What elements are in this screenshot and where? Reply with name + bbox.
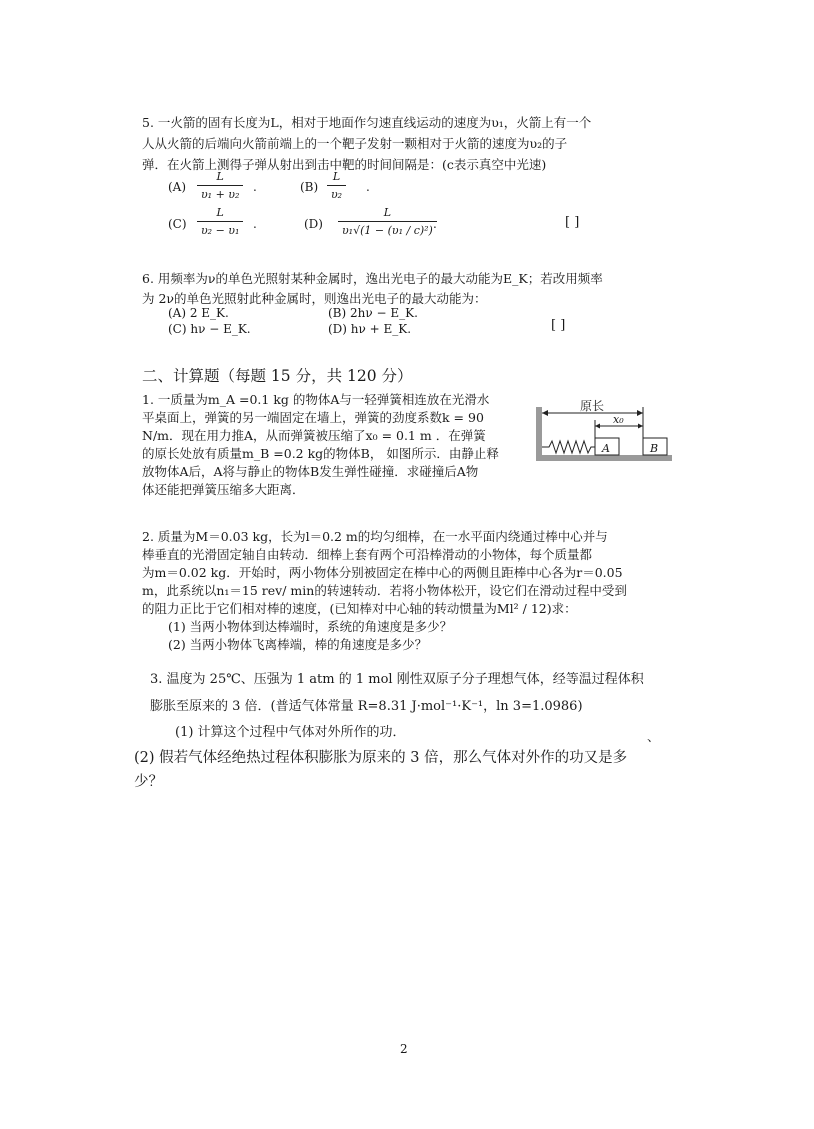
- c1-line-5: 放物体A后，A将与静止的物体B发生弹性碰撞．求碰撞后A物: [142, 464, 479, 479]
- q5-option-b-numerator: L: [332, 170, 341, 183]
- q5-option-d-dot: .: [433, 217, 437, 231]
- c2-line-5: 的阻力正比于它们相对棒的速度，(已知棒对中心轴的转动惯量为Ml² / 12)求：: [142, 601, 577, 616]
- c1-line-3: N/m．现在用力推A，从而弹簧被压缩了x₀ = 0.1 m ．在弹簧: [142, 428, 486, 443]
- q5-option-a-label: (A): [168, 180, 187, 194]
- q5-option-b-dot: .: [366, 180, 370, 194]
- q6-line-2: 为 2ν的单色光照射此种金属时，则逸出光电子的最大动能为：: [142, 291, 487, 306]
- floor: [536, 455, 672, 461]
- q5-line-3: 弹．在火箭上测得子弹从射出到击中靶的时间间隔是：(c表示真空中光速): [142, 157, 547, 172]
- q5-option-d-numerator: L: [383, 206, 392, 219]
- q5-option-c-dot: .: [253, 217, 257, 231]
- q6-answer-bracket: [ ]: [551, 318, 566, 333]
- q6-option-a: (A) 2 E_K.: [168, 306, 229, 320]
- q5-option-d-label: (D): [304, 217, 323, 231]
- c3-sub-2-line-1: (2) 假若气体经绝热过程体积膨胀为原来的 3 倍，那么气体对外作的功又是多: [134, 750, 628, 766]
- q5-option-b-denominator: υ₂: [331, 188, 343, 201]
- c1-line-6: 体还能把弹簧压缩多大距离．: [142, 482, 305, 497]
- q5-line-2: 人从火箭的后端向火箭前端上的一个靶子发射一颗相对于火箭的速度为υ₂的子: [142, 136, 568, 151]
- section-title: 二、计算题（每题 15 分，共 120 分）: [142, 367, 413, 385]
- c1-line-2: 平桌面上，弹簧的另一端固定在墙上，弹簧的劲度系数k = 90: [142, 410, 484, 425]
- q6-line-1: 6. 用频率为ν的单色光照射某种金属时，逸出光电子的最大动能为E_K；若改用频率: [142, 271, 603, 286]
- c2-line-1: 2. 质量为M＝0.03 kg，长为l＝0.2 m的均匀细棒，在一水平面内绕通过棒中心并与: [142, 529, 608, 544]
- q6-option-d: (D) hν + E_K.: [328, 322, 412, 336]
- fig-label-x0: x₀: [613, 413, 624, 426]
- c2-line-4: m，此系统以n₁＝15 rev/ min的转速转动．若将小物体松开，设它们在滑动过程中受到: [142, 583, 627, 598]
- c2-sub-2: (2) 当两小物体飞离棒端，棒的角速度是多少？: [168, 637, 428, 652]
- c1-line-4: 的原长处放有质量m_B =0.2 kg的物体B， 如图所示．由静止释: [142, 446, 499, 461]
- c1-line-1: 1. 一质量为m_A =0.1 kg 的物体A与一轻弹簧相连放在光滑水: [142, 392, 490, 407]
- c2-line-2: 棒垂直的光滑固定轴自由转动．细棒上套有两个可沿棒滑动的小物体，每个质量都: [142, 547, 593, 562]
- q5-line-1: 5. 一火箭的固有长度为L，相对于地面作匀速直线运动的速度为υ₁，火箭上有一个: [142, 115, 592, 130]
- q5-option-c-fraction: [197, 206, 243, 237]
- q5-option-a-numerator: L: [216, 170, 224, 183]
- q5-option-a-denominator: υ₁ + υ₂: [201, 188, 240, 201]
- fig-label-original-length: 原长: [580, 399, 605, 413]
- q6-option-c: (C) hν − E_K.: [168, 322, 251, 336]
- wall: [536, 407, 542, 459]
- q5-option-b-fraction: [327, 170, 346, 201]
- stray-mark: 、: [647, 729, 660, 744]
- q5-option-a-dot: .: [253, 180, 257, 194]
- q5-answer-bracket: [ ]: [565, 215, 580, 230]
- c3-line-1: 3. 温度为 25℃、压强为 1 atm 的 1 mol 刚性双原子分子理想气体，经等温过程体积: [150, 672, 644, 687]
- c2-sub-1: (1) 当两小物体到达棒端时，系统的角速度是多少？: [168, 619, 453, 634]
- page-number: 2: [400, 1042, 408, 1056]
- q5-option-c-numerator: L: [216, 206, 224, 219]
- c3-sub-1: (1) 计算这个过程中气体对外所作的功．: [175, 725, 406, 740]
- fig-label-b: B: [650, 442, 659, 455]
- q5-option-c-label: (C): [168, 217, 187, 231]
- q5-option-c-denominator: υ₂ − υ₁: [201, 224, 240, 237]
- q6-option-b: (B) 2hν − E_K.: [328, 306, 418, 320]
- c3-line-2: 膨胀至原来的 3 倍．(普适气体常量 R=8.31 J·mol⁻¹·K⁻¹，ln 3=1.0986): [150, 699, 583, 714]
- q5-option-a-fraction: [197, 170, 243, 201]
- q5-option-d-denominator: υ₁√(1 − (υ₁ / c)²): [342, 224, 433, 237]
- fig-label-a: A: [602, 442, 610, 455]
- spring: [542, 441, 595, 453]
- q5-option-b-label: (B): [300, 180, 319, 194]
- c3-sub-2-line-2: 少？: [134, 774, 163, 790]
- q5-option-d-fraction: [338, 206, 437, 237]
- c2-line-3: 为m＝0.02 kg．开始时，两小物体分别被固定在棒中心的两侧且距棒中心各为r＝0.05: [142, 565, 623, 580]
